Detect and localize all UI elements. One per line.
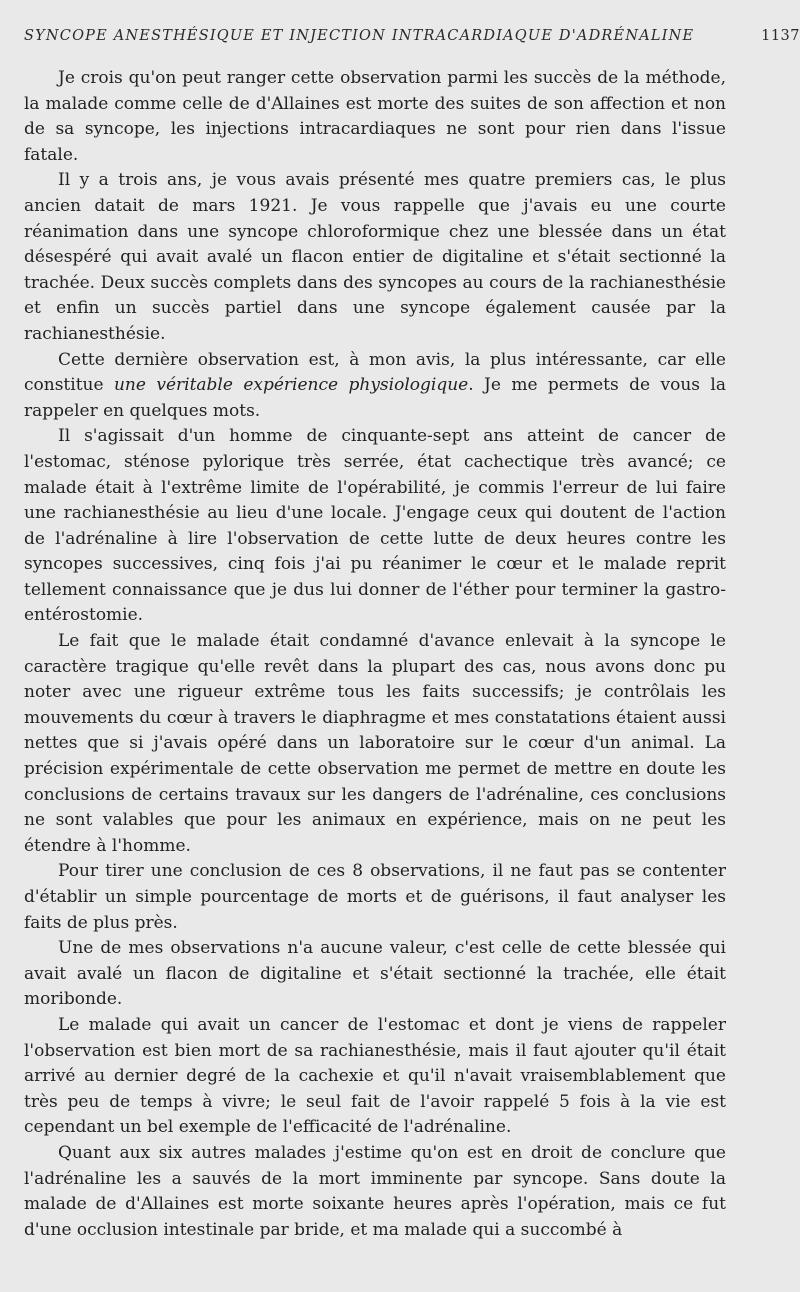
- running-header: [24, 28, 800, 44]
- page-number: 1137: [761, 28, 800, 44]
- paragraph: Pour tirer une conclusion de ces 8 observations, il ne faut pas se contenter d'établir un simple pourcentage de morts et de guérisons, il faut analyser les faits de plus près.: [24, 861, 726, 933]
- paragraph-text: Cette dernière observation est, à mon avis, la plus intéressante, car elle constitue: [24, 349, 726, 396]
- body-text: [24, 66, 726, 1243]
- italic-phrase: une véritable expérience physiologique: [113, 375, 469, 396]
- paragraph: Quant aux six autres malades j'estime qu'on est en droit de conclure que l'adrénaline les a sauvés de la mort imminente par syncope. Sans doute la malade de d'Allaines est morte soixante heures après l'opération, mais ce fut d'une occlusion intestinale par bride, et ma malade qui a succombé à: [24, 1142, 726, 1240]
- paragraph: Il y a trois ans, je vous avais présenté mes quatre premiers cas, le plus ancien datait de mars 1921. Je vous rappelle que j'avais eu une courte réanimation dans une syncope chloroformique chez une blessée dans un état désespéré qui avait avalé un flacon entier de digitaline et s'était sectionné la trachée. Deux succès complets dans des syncopes au cours de la rachianesthésie et enfin un succès partiel dans une syncope également causée par la rachianesthésie.: [24, 170, 726, 344]
- paragraph: Je crois qu'on peut ranger cette observation parmi les succès de la méthode, la malade comme celle de d'Allaines est morte des suites de son affection et non de sa syncope, les injections intracardiaques ne sont pour rien dans l'issue fatale.: [24, 68, 726, 165]
- paragraph: Le malade qui avait un cancer de l'estomac et dont je viens de rappeler l'observation est bien mort de sa rachianesthésie, mais il faut ajouter qu'il était arrivé au dernier degré de la cachexie et qu'il n'avait vraisemblablement que très peu de temps à vivre; le seul fait de l'avoir rappelé 5 fois à la vie est cependant un bel exemple de l'efficacité de l'adrénaline.: [24, 1014, 726, 1138]
- running-title: SYNCOPE ANESTHÉSIQUE ET INJECTION INTRACARDIAQUE D'ADRÉNALINE: [24, 28, 695, 44]
- paragraph-text: . Je me permets de vous la rappeler en quelques mots.: [24, 375, 727, 421]
- paragraph: [24, 348, 726, 425]
- paragraph: Une de mes observations n'a aucune valeur, c'est celle de cette blessée qui avait avalé un flacon de digitaline et s'était sectionné la trachée, elle était moribonde.: [24, 938, 726, 1010]
- paragraph: Le fait que le malade était condamné d'avance enlevait à la syncope le caractère tragique qu'elle revêt dans la plupart des cas, nous avons donc pu noter avec une rigueur extrême tous les faits successifs; je contrôlais les mouvements du cœur à travers le diaphragme et mes constatations étaient aussi nettes que si j'avais opéré dans un laboratoire sur le cœur d'un animal. La précision expérimentale de cette observation me permet de mettre en doute les conclusions de certains travaux sur les dangers de l'adrénaline, ces conclusions ne sont valables que pour les animaux en expérience, mais on ne peut les étendre à l'homme.: [24, 631, 726, 856]
- paragraph: Il s'agissait d'un homme de cinquante-sept ans atteint de cancer de l'estomac, sténose pylorique très serrée, état cachectique très avancé; ce malade était à l'extrême limite de l'opérabilité, je commis l'erreur de lui faire une rachianesthésie au lieu d'une locale. J'engage ceux qui doutent de l'action de l'adrénaline à lire l'observation de cette lutte de deux heures contre les syncopes successives, cinq fois j'ai pu réanimer le cœur et le malade reprit tellement connaissance que je dus lui donner de l'éther pour terminer la gastro-entérostomie.: [24, 426, 726, 626]
